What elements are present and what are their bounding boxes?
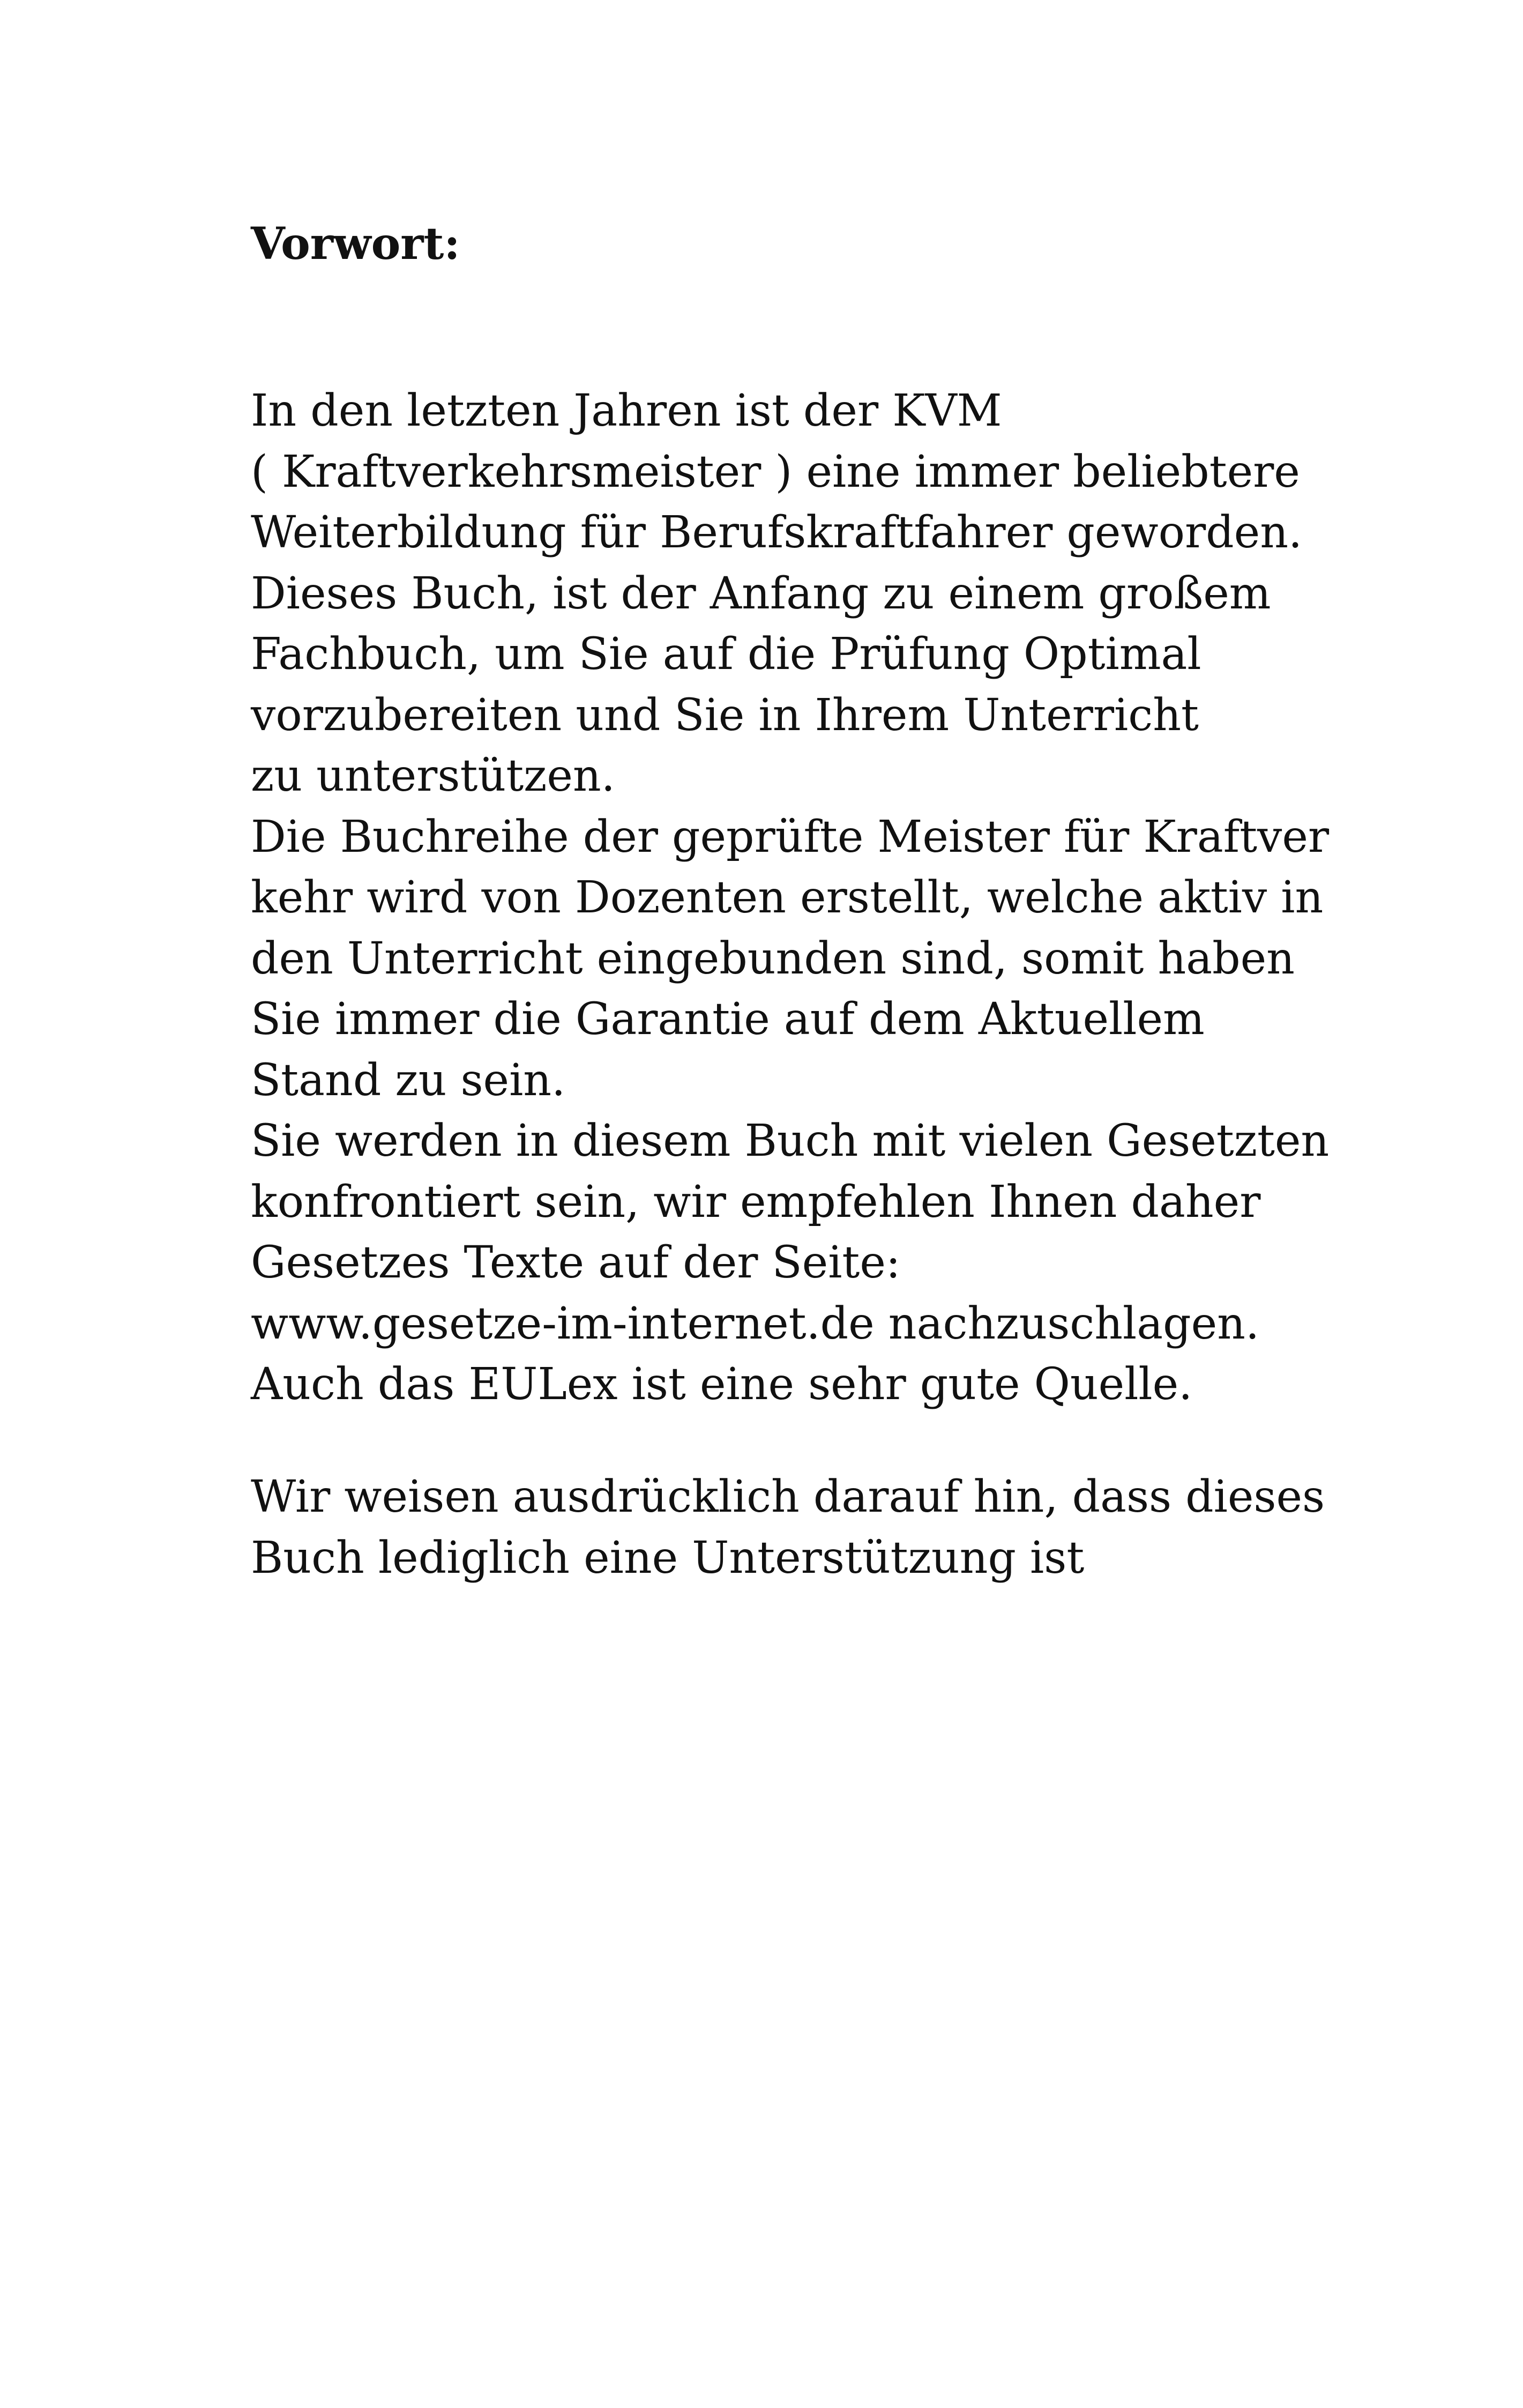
text-line: In den letzten Jahren ist der KVM [251, 385, 1002, 436]
text-line: Buch lediglich eine Unterstützung ist [251, 1532, 1085, 1584]
paragraph-intro [251, 381, 1329, 1415]
text-line: den Unterricht eingebunden sind, somit haben [251, 933, 1295, 984]
paragraph-disclaimer [251, 1467, 1325, 1588]
page-heading: Vorwort: [251, 218, 460, 270]
text-line: Sie immer die Garantie auf dem Aktuellem [251, 994, 1205, 1045]
text-line: ( Kraftverkehrsmeister ) eine immer beliebtere [251, 446, 1300, 497]
text-line: Sie werden in diesem Buch mit vielen Gesetzten [251, 1116, 1330, 1166]
text-line: Stand zu sein. [251, 1054, 566, 1106]
text-line: kehr wird von Dozenten erstellt, welche aktiv in [251, 872, 1324, 923]
text-line: Die Buchreihe der geprüfte Meister für Kraftver [251, 811, 1330, 863]
text-line: zu unterstützen. [251, 750, 615, 801]
text-line: Gesetzes Texte auf der Seite: [251, 1237, 901, 1288]
text-line: konfrontiert sein, wir empfehlen Ihnen daher [251, 1176, 1261, 1228]
text-line: Wir weisen ausdrücklich darauf hin, dass dieses [251, 1471, 1325, 1522]
text-line: Fachbuch, um Sie auf die Prüfung Optimal [251, 629, 1201, 680]
text-line: Dieses Buch, ist der Anfang zu einem großem [251, 568, 1271, 619]
text-line-url: www.gesetze-im-internet.de nachzuschlagen. [251, 1298, 1260, 1349]
text-line: vorzubereiten und Sie in Ihrem Unterricht [251, 689, 1199, 741]
text-line: Auch das EULex ist eine sehr gute Quelle. [251, 1359, 1193, 1410]
text-line: Weiterbildung für Berufskraftfahrer geworden. [251, 507, 1303, 558]
